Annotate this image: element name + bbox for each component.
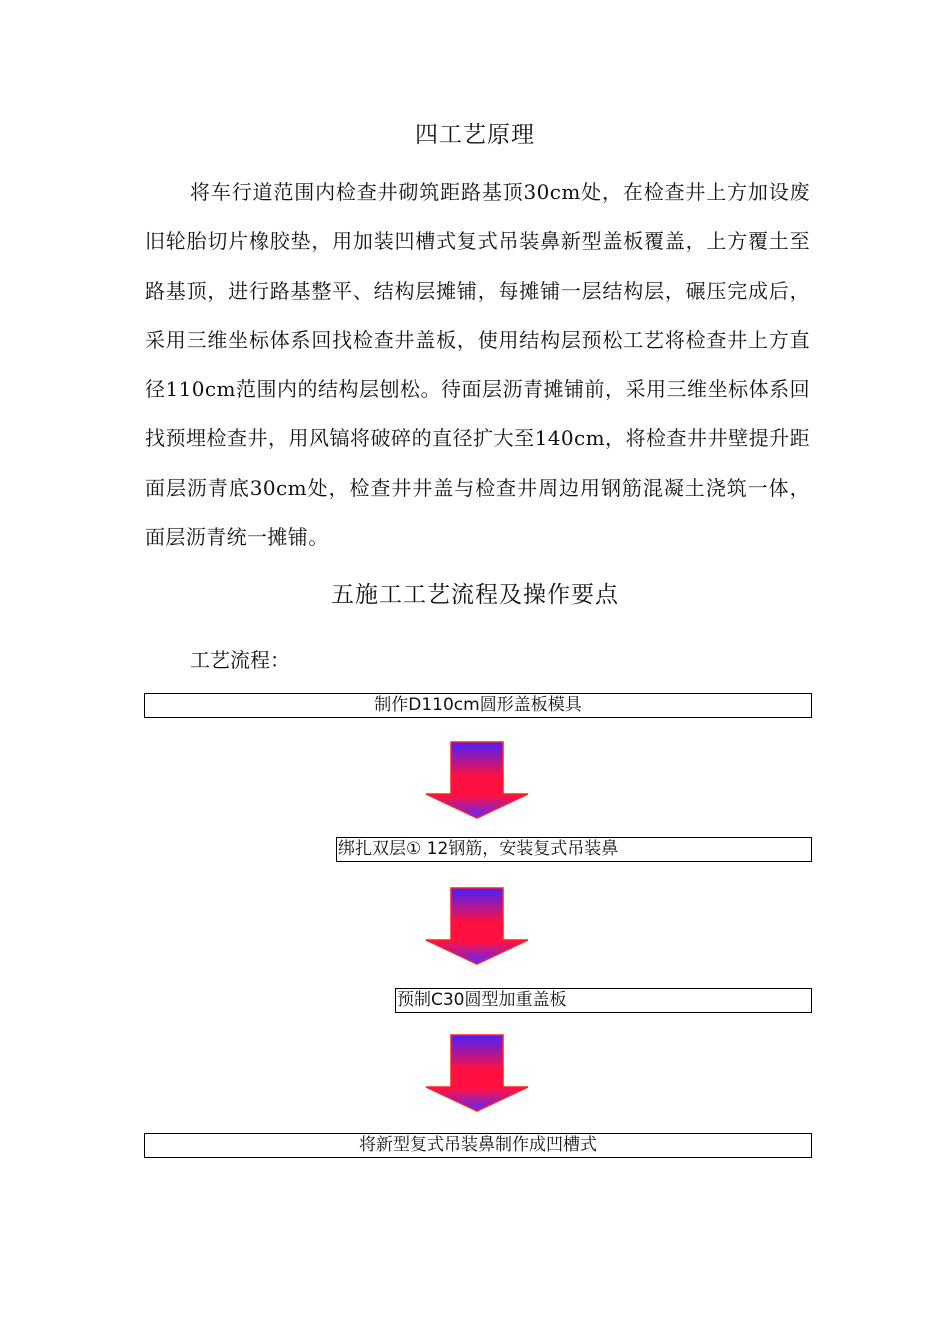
flow-step-3: 预制C30圆型加重盖板	[395, 988, 812, 1013]
section-5-heading: 五施工工艺流程及操作要点	[331, 582, 619, 608]
down-arrow-icon	[424, 1033, 530, 1113]
section-4-heading: 四工艺原理	[415, 122, 535, 148]
process-flow-label: 工艺流程：	[190, 648, 290, 672]
flow-step-2: 绑扎双层① 12钢筋，安装复式吊装鼻	[336, 837, 812, 862]
flow-step-1: 制作D110cm圆形盖板模具	[144, 693, 812, 718]
down-arrow-icon	[424, 740, 530, 820]
down-arrow-icon	[424, 886, 530, 966]
section-4-paragraph: 将车行道范围内检查井砌筑距路基顶30cm处，在检查井上方加设废旧轮胎切片橡胶垫，用加装凹槽式复式吊装鼻新型盖板覆盖，上方覆土至路基顶，进行路基整平、结构层摊铺，每摊铺一层结构层，碾压完成后，采用三维坐标体系回找检查井盖板，使用结构层预松工艺将检查井上方直径110cm范围内的结构层刨松。待面层沥青摊铺前，采用三维坐标体系回找预埋检查井，用风镐将破碎的直径扩大至140cm，将检查井井壁提升距面层沥青底30cm处，检查井井盖与检查井周边用钢筋混凝土浇筑一体，面层沥青统一摊铺。	[145, 180, 810, 550]
flow-step-4: 将新型复式吊装鼻制作成凹槽式	[144, 1133, 812, 1158]
